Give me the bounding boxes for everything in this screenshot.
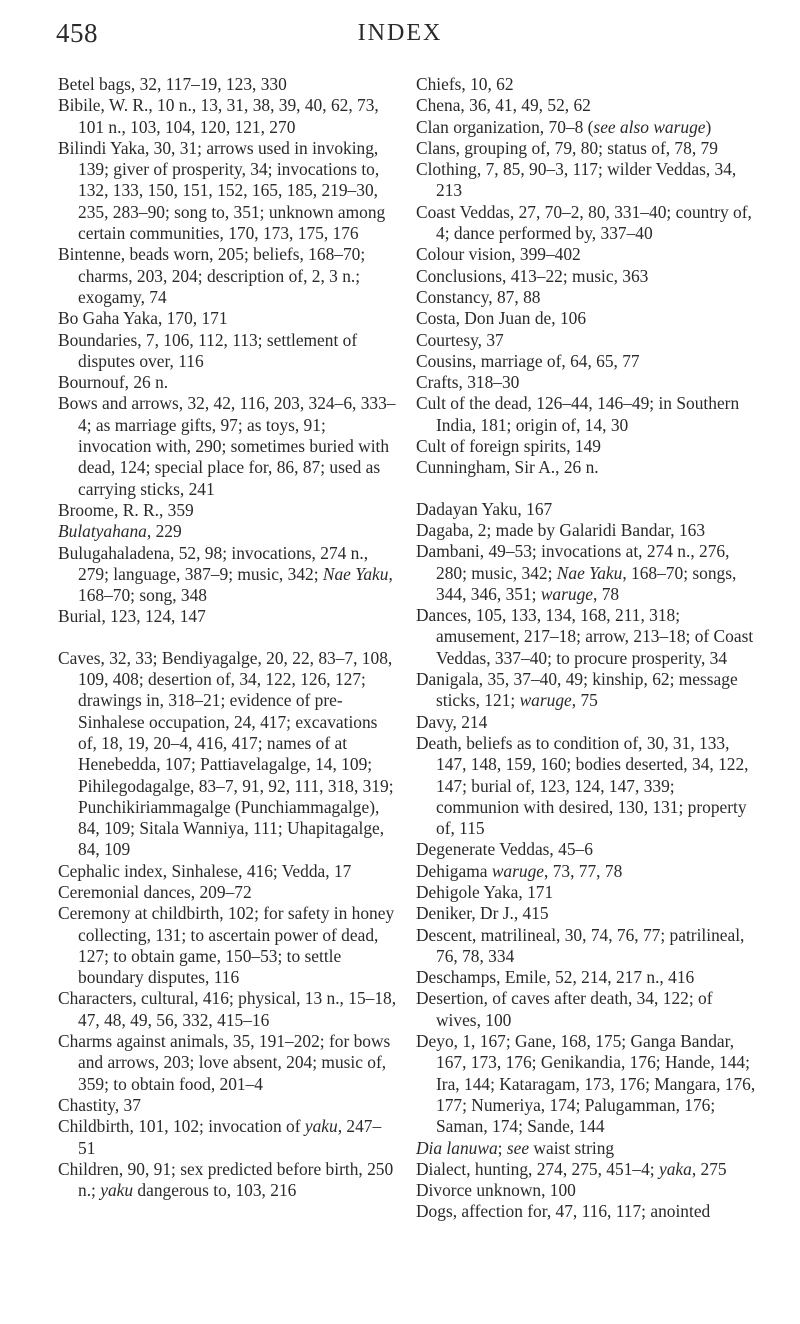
index-entry-text: Degenerate Veddas, 45–6 bbox=[416, 839, 593, 860]
index-entry-text: Desertion, of caves after death, 34, 122; of wives, 100 bbox=[416, 988, 713, 1030]
index-entry bbox=[58, 138, 398, 244]
index-entry bbox=[416, 541, 756, 605]
index-entry-text: Cult of the dead, 126–44, 146–49; in Southern India, 181; origin of, 14, 30 bbox=[416, 393, 740, 435]
index-entry-text: Dambani, 49–53; invocations at, 274 n., 276, 280; music, 342; bbox=[416, 541, 730, 583]
index-entry-text: Burial, 123, 124, 147 bbox=[58, 606, 206, 627]
index-entry-text: , 75 bbox=[571, 690, 598, 711]
index-entry bbox=[416, 882, 756, 903]
index-entry-text: Chastity, 37 bbox=[58, 1094, 141, 1115]
index-entry-text: Crafts, 318–30 bbox=[416, 372, 520, 393]
index-entry-italic: Dia lanuwa bbox=[416, 1137, 498, 1158]
index-entry bbox=[416, 967, 756, 988]
index-entry-text: Dehigama bbox=[416, 860, 492, 881]
index-entry-text: Divorce unknown, 100 bbox=[416, 1180, 576, 1201]
index-entry-text: waist string bbox=[529, 1137, 615, 1158]
index-entry bbox=[58, 1095, 398, 1116]
index-entry-text: Boundaries, 7, 106, 112, 113; settlement of disputes over, 116 bbox=[58, 329, 358, 371]
index-entry bbox=[416, 861, 756, 882]
index-entry bbox=[416, 74, 756, 95]
index-entry-text: , 168–70; songs, 344, 346, 351; bbox=[436, 562, 737, 604]
index-entry-text: Cunningham, Sir A., 26 n. bbox=[416, 457, 599, 478]
index-entry bbox=[416, 351, 756, 372]
index-entry-italic: waruge bbox=[519, 690, 572, 711]
index-entry bbox=[58, 648, 398, 861]
index-entry bbox=[58, 372, 398, 393]
index-entry bbox=[416, 903, 756, 924]
index-entry bbox=[416, 733, 756, 839]
index-entry-text: Bintenne, beads worn, 205; beliefs, 168–70; charms, 203, 204; description of, 2, 3 n.; exogamy, 74 bbox=[58, 244, 366, 307]
index-entry-text: Characters, cultural, 416; physical, 13 n., 15–18, 47, 48, 49, 56, 332, 415–16 bbox=[58, 988, 397, 1030]
index-entry-text: Dances, 105, 133, 134, 168, 211, 318; amusement, 217–18; arrow, 213–18; of Coast Veddas, 337–40; to procure prosperity, 34 bbox=[416, 605, 754, 668]
index-column-left bbox=[58, 74, 398, 1201]
index-entry-text: Ceremonial dances, 209–72 bbox=[58, 881, 252, 902]
index-entry-text: Bulugahaladena, 52, 98; invocations, 274 n., 279; language, 387–9; music, 342; bbox=[58, 542, 369, 584]
index-entry-text: Cult of foreign spirits, 149 bbox=[416, 436, 602, 457]
page-title: INDEX bbox=[357, 20, 443, 46]
index-entry-text: ) bbox=[705, 116, 712, 137]
index-entry-text: Coast Veddas, 27, 70–2, 80, 331–40; country of, 4; dance performed by, 337–40 bbox=[416, 201, 752, 244]
index-entry bbox=[416, 1201, 756, 1222]
index-entry bbox=[416, 988, 756, 1031]
index-entry bbox=[416, 1138, 756, 1159]
index-entry bbox=[58, 903, 398, 988]
index-entry-text: Cephalic index, Sinhalese, 416; Vedda, 17 bbox=[58, 860, 352, 881]
index-entry bbox=[416, 457, 756, 478]
index-entry-italic: waruge bbox=[540, 583, 594, 604]
index-entry-text: Clan organization, 70–8 ( bbox=[416, 116, 594, 137]
index-entry-text: dangerous to, 103, 216 bbox=[133, 1180, 297, 1201]
index-entry bbox=[416, 605, 756, 669]
index-entry bbox=[58, 988, 398, 1031]
index-entry-text: Deniker, Dr J., 415 bbox=[416, 903, 549, 924]
index-entry bbox=[416, 159, 756, 202]
index-entry-text: Cousins, marriage of, 64, 65, 77 bbox=[416, 350, 640, 371]
index-entry-text: Costa, Don Juan de, 106 bbox=[416, 308, 587, 329]
index-entry-text: Charms against animals, 35, 191–202; for bows and arrows, 203; love absent, 204; music of, 359; to obtain food, 201–4 bbox=[58, 1031, 391, 1094]
index-entry-text: Bilindi Yaka, 30, 31; arrows used in invoking, 139; giver of prosperity, 34; invocations to, 132, 133, 150, 151, 152, 165, 185, 219–30, 235, 283–90; song to, 351; unknown among certain communities, 170, 173, 175, 176 bbox=[58, 137, 386, 244]
index-entry bbox=[416, 669, 756, 712]
index-entry bbox=[58, 393, 398, 499]
index-column-right bbox=[416, 74, 756, 1223]
index-entry-text: Childbirth, 101, 102; invocation of bbox=[58, 1116, 305, 1137]
index-entry-text: Death, beliefs as to condition of, 30, 31, 133, 147, 148, 159, 160; bodies deserted, 34, 122, 147; burial of, 123, 124, 147, 339; communion with desired, 130, 131; property of, 115 bbox=[416, 732, 749, 839]
index-entry-text: Davy, 214 bbox=[416, 711, 488, 732]
index-entry-italic: see bbox=[506, 1137, 530, 1158]
index-entry bbox=[416, 308, 756, 329]
index-entry-italic: waruge bbox=[491, 860, 544, 881]
index-entry bbox=[416, 393, 756, 436]
index-entry bbox=[416, 202, 756, 245]
index-entry-text: , 229 bbox=[146, 521, 182, 542]
index-entry bbox=[416, 95, 756, 116]
index-entry bbox=[416, 1159, 756, 1180]
index-entry-italic: see also waruge bbox=[593, 116, 706, 137]
index-entry-text: Bibile, W. R., 10 n., 13, 31, 38, 39, 40, 62, 73, 101 n., 103, 104, 120, 121, 270 bbox=[58, 95, 379, 137]
index-entry bbox=[416, 1031, 756, 1137]
index-entry bbox=[416, 266, 756, 287]
index-entry-text: , 247–51 bbox=[78, 1116, 382, 1158]
index-entry bbox=[416, 925, 756, 968]
section-gap bbox=[58, 628, 398, 648]
index-entry bbox=[58, 1159, 398, 1202]
index-entry-text: Chiefs, 10, 62 bbox=[416, 74, 514, 94]
index-entry bbox=[416, 287, 756, 308]
index-entry-text: Deyo, 1, 167; Gane, 168, 175; Ganga Bandar, 167, 173, 176; Genikandia, 176; Hande, 144; Ira, 144; Kataragam, 173, 176; Mangara, 176, 177; Numeriya, 174; Palugamman, 176; Saman, 174; Sande, 144 bbox=[416, 1031, 756, 1137]
index-entry-text: Conclusions, 413–22; music, 363 bbox=[416, 265, 649, 286]
index-entry bbox=[58, 500, 398, 521]
index-entry-text: Colour vision, 399–402 bbox=[416, 244, 581, 265]
index-entry-text: ; bbox=[497, 1137, 507, 1158]
index-entry bbox=[58, 1116, 398, 1159]
index-entry-text: Dogs, affection for, 47, 116, 117; anointed bbox=[416, 1201, 711, 1222]
index-entry-text: Danigala, 35, 37–40, 49; kinship, 62; message sticks, 121; bbox=[416, 669, 738, 711]
index-entry-text: , 78 bbox=[593, 583, 620, 604]
index-entry-text: Ceremony at childbirth, 102; for safety in honey collecting, 131; to ascertain power of dead, 127; to obtain game, 150–53; to settle boundary disputes, 116 bbox=[58, 903, 395, 988]
index-entry-text: Dagaba, 2; made by Galaridi Bandar, 163 bbox=[416, 519, 706, 540]
index-entry bbox=[58, 308, 398, 329]
index-entry-text: Bournouf, 26 n. bbox=[58, 372, 169, 393]
index-entry-text: , 168–70; song, 348 bbox=[78, 563, 393, 606]
index-entry-text: Broome, R. R., 359 bbox=[58, 499, 194, 520]
index-entry bbox=[58, 861, 398, 882]
index-entry-text: Courtesy, 37 bbox=[416, 329, 504, 350]
index-entry bbox=[416, 520, 756, 541]
index-entry bbox=[58, 95, 398, 138]
index-entry bbox=[58, 244, 398, 308]
index-entry-text: Chena, 36, 41, 49, 52, 62 bbox=[416, 95, 591, 116]
index-entry-text: Caves, 32, 33; Bendiyagalge, 20, 22, 83–7, 108, 109, 408; desertion of, 34, 122, 126, 127; drawings in, 318–21; evidence of pre-Sinhalese occupation, 24, 417; excavations of, 18, 19, 20–4, 416, 417; names of at Henebedda, 107; Pattiavelagalge, 14, 109; Pihilegodagalge, 83–7, 91, 92, 111, 318, 319; Punchikiriammagalge (Punchiammagalge), 84, 109; Sitala Wanniya, 111; Uhapitagalge, 84, 109 bbox=[58, 647, 394, 860]
page-number: 458 bbox=[56, 18, 98, 48]
index-entry bbox=[58, 543, 398, 607]
index-entry bbox=[416, 436, 756, 457]
index-entry bbox=[58, 330, 398, 373]
index-entry-text: , 275 bbox=[691, 1158, 727, 1179]
index-entry bbox=[416, 117, 756, 138]
index-entry bbox=[416, 372, 756, 393]
index-entry-italic: yaku bbox=[304, 1116, 338, 1137]
index-entry-text: Children, 90, 91; sex predicted before birth, 250 n.; bbox=[58, 1158, 394, 1201]
index-entry-text: Dadayan Yaku, 167 bbox=[416, 498, 553, 519]
index-entry bbox=[416, 1180, 756, 1201]
index-entry-text: Constancy, 87, 88 bbox=[416, 286, 541, 307]
index-entry bbox=[416, 330, 756, 351]
index-entry bbox=[416, 244, 756, 265]
index-entry-text: Bows and arrows, 32, 42, 116, 203, 324–6, 333–4; as marriage gifts, 97; as toys, 91; invocation with, 290; sometimes buried with dead, 124; special place for, 86, 87; used as carrying sticks, 241 bbox=[58, 393, 396, 499]
page-header bbox=[0, 18, 800, 58]
index-entry bbox=[58, 606, 398, 627]
index-entry-italic: Nae Yaku bbox=[556, 562, 623, 583]
index-entry-text: Deschamps, Emile, 52, 214, 217 n., 416 bbox=[416, 967, 695, 988]
index-entry-text: Bo Gaha Yaka, 170, 171 bbox=[58, 308, 228, 329]
index-entry bbox=[58, 882, 398, 903]
index-entry bbox=[416, 839, 756, 860]
index-entry bbox=[416, 138, 756, 159]
index-entry-italic: Nae Yaku bbox=[322, 563, 389, 584]
index-entry-text: Clothing, 7, 85, 90–3, 117; wilder Veddas, 34, 213 bbox=[416, 159, 737, 201]
index-entry-italic: yaku bbox=[100, 1180, 134, 1201]
index-entry-italic: Bulatyahana bbox=[58, 521, 147, 542]
index-entry-text: Betel bags, 32, 117–19, 123, 330 bbox=[58, 74, 287, 94]
index-entry-text: Descent, matrilineal, 30, 74, 76, 77; patrilineal, 76, 78, 334 bbox=[416, 924, 745, 966]
index-entry bbox=[416, 499, 756, 520]
index-entry bbox=[58, 74, 398, 95]
index-entry-italic: yaka bbox=[658, 1158, 692, 1179]
index-entry bbox=[58, 1031, 398, 1095]
index-entry-text: , 73, 77, 78 bbox=[544, 860, 623, 881]
index-entry-text: Dialect, hunting, 274, 275, 451–4; bbox=[416, 1158, 659, 1179]
index-entry bbox=[416, 712, 756, 733]
index-entry-text: Dehigole Yaka, 171 bbox=[416, 881, 554, 902]
index-entry-text: Clans, grouping of, 79, 80; status of, 78, 79 bbox=[416, 137, 718, 158]
section-gap bbox=[416, 479, 756, 499]
index-entry bbox=[58, 521, 398, 542]
